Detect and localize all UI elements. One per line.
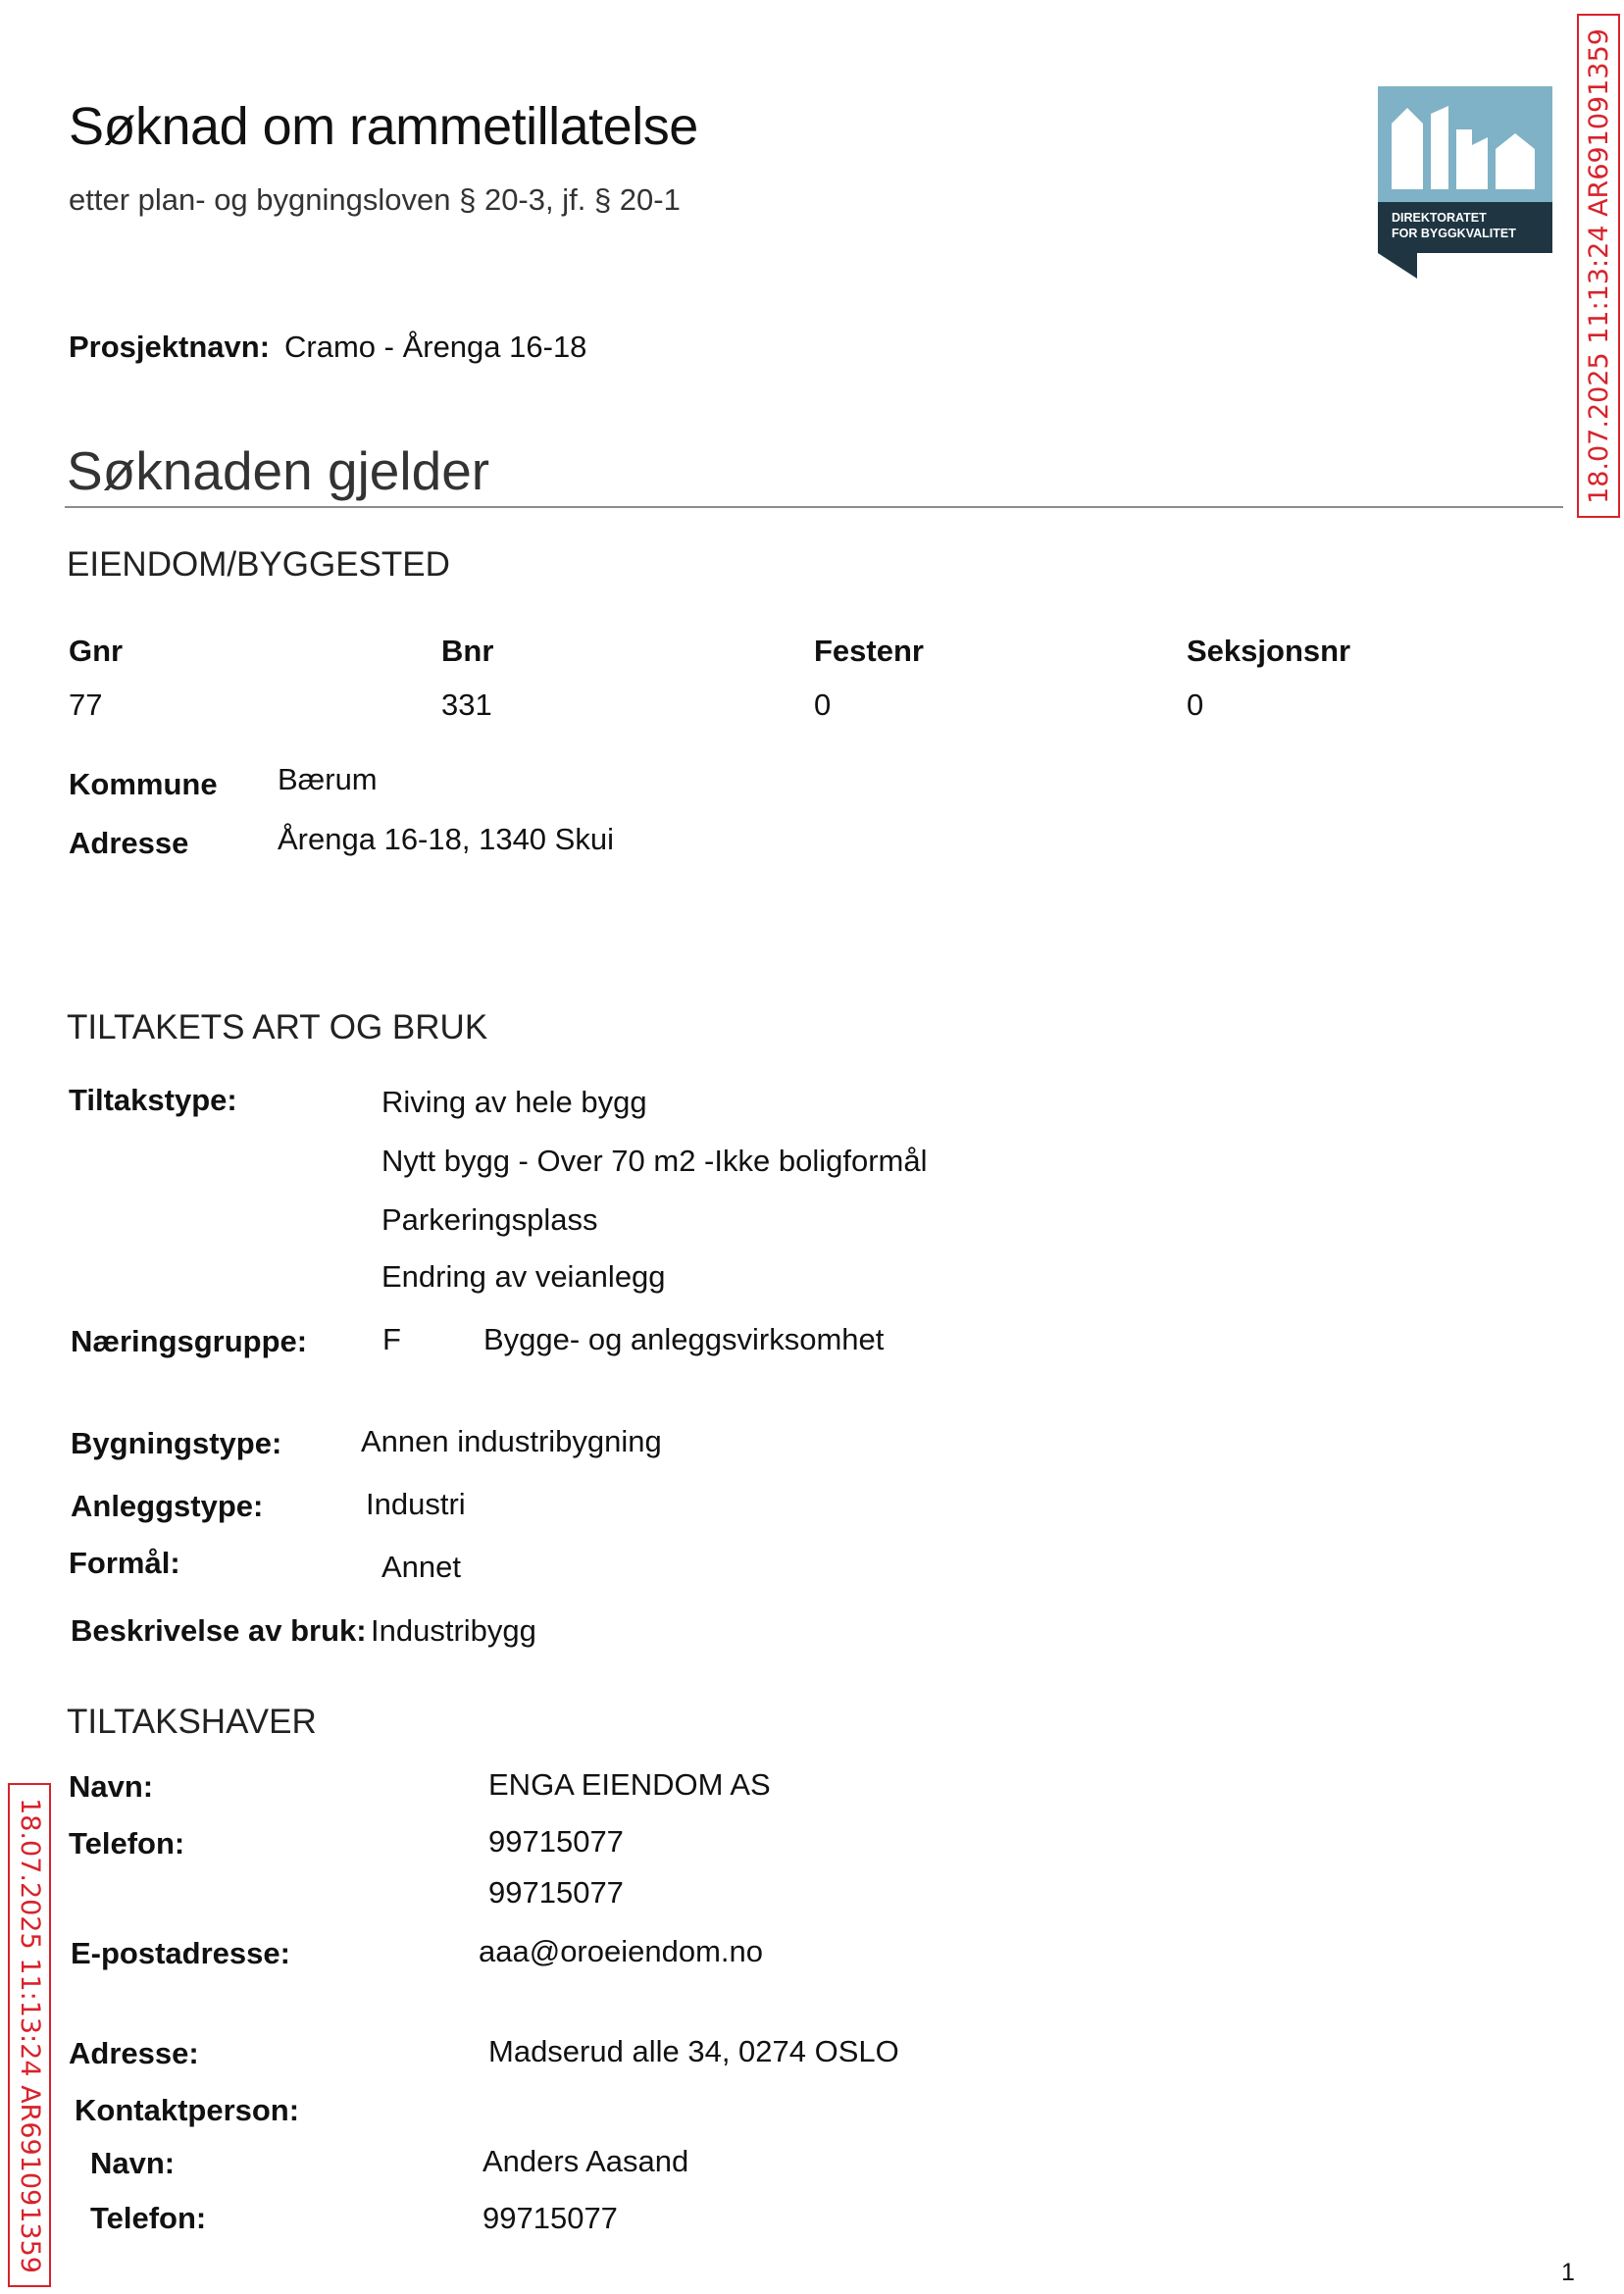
timestamp-stamp-top [1577, 14, 1620, 518]
owner-heading: TILTAKSHAVER [67, 1703, 317, 1741]
contact-navn-value: Anders Aasand [482, 2144, 689, 2178]
owner-epost-value: aaa@oroeiendom.no [479, 1934, 764, 1968]
seksjonsnr-label: Seksjonsnr [1187, 634, 1351, 668]
festenr-value: 0 [814, 688, 832, 722]
anleggstype-label: Anleggstype: [71, 1489, 264, 1523]
formal-label: Formål: [69, 1546, 180, 1580]
logo-text-line1: DIREKTORATET [1392, 211, 1487, 225]
timestamp-stamp-bottom [8, 1783, 51, 2287]
kommune-value: Bærum [278, 762, 378, 796]
logo-flag-tail [1378, 253, 1417, 279]
bnr-label: Bnr [441, 634, 494, 668]
property-heading: EIENDOM/BYGGESTED [67, 545, 450, 584]
naeringsgruppe-code: F [382, 1322, 401, 1356]
owner-adresse-value: Madserud alle 34, 0274 OSLO [488, 2034, 899, 2068]
tiltakstype-label: Tiltakstype: [69, 1083, 237, 1117]
section-divider [65, 506, 1563, 508]
gnr-value: 77 [69, 688, 103, 722]
contact-telefon-label: Telefon: [90, 2201, 207, 2235]
contact-person-label: Kontaktperson: [75, 2093, 300, 2127]
document-title: Søknad om rammetillatelse [69, 97, 698, 156]
beskrivelse-label: Beskrivelse av bruk: [71, 1613, 367, 1648]
tiltakstype-item: Parkeringsplass [381, 1202, 598, 1237]
project-name-value: Cramo - Årenga 16-18 [284, 330, 587, 364]
anleggstype-value: Industri [366, 1487, 466, 1521]
page-number: 1 [1561, 2259, 1575, 2286]
owner-telefon-label: Telefon: [69, 1826, 185, 1861]
adresse-value: Årenga 16-18, 1340 Skui [278, 822, 614, 856]
festenr-label: Festenr [814, 634, 924, 668]
owner-adresse-label: Adresse: [69, 2036, 199, 2070]
owner-epost-label: E-postadresse: [71, 1936, 290, 1970]
owner-navn-value: ENGA EIENDOM AS [488, 1767, 771, 1802]
kommune-label: Kommune [69, 767, 218, 801]
bygningstype-value: Annen industribygning [361, 1424, 662, 1458]
gnr-label: Gnr [69, 634, 124, 668]
stamp-text: 18.07.2025 11:13:24 AR691091359 [1583, 27, 1614, 504]
naeringsgruppe-text: Bygge- og anleggsvirksomhet [483, 1322, 885, 1356]
tiltakstype-item: Nytt bygg - Over 70 m2 -Ikke boligformål [381, 1144, 928, 1178]
document-subtitle: etter plan- og bygningsloven § 20-3, jf. § 20-1 [69, 182, 681, 217]
formal-value: Annet [381, 1550, 462, 1584]
contact-navn-label: Navn: [90, 2146, 176, 2180]
seksjonsnr-value: 0 [1187, 688, 1204, 722]
measure-heading: TILTAKETS ART OG BRUK [67, 1008, 488, 1046]
section-title: Søknaden gjelder [67, 440, 490, 501]
owner-navn-label: Navn: [69, 1769, 154, 1804]
naeringsgruppe-label: Næringsgruppe: [71, 1324, 308, 1358]
beskrivelse-value: Industribygg [371, 1613, 536, 1648]
project-name-label: Prosjektnavn: [69, 330, 271, 364]
bygningstype-label: Bygningstype: [71, 1426, 282, 1460]
bnr-value: 331 [441, 688, 492, 722]
contact-telefon-value: 99715077 [482, 2201, 618, 2235]
owner-telefon-value-2: 99715077 [488, 1875, 624, 1910]
owner-telefon-value: 99715077 [488, 1824, 624, 1859]
dibk-logo [1378, 86, 1552, 279]
tiltakstype-item: Riving av hele bygg [381, 1085, 647, 1119]
adresse-label: Adresse [69, 826, 189, 860]
logo-text-line2: FOR BYGGKVALITET [1392, 227, 1516, 240]
tiltakstype-item: Endring av veianlegg [381, 1259, 666, 1294]
stamp-text: 18.07.2025 11:13:24 AR691091359 [14, 1797, 45, 2273]
